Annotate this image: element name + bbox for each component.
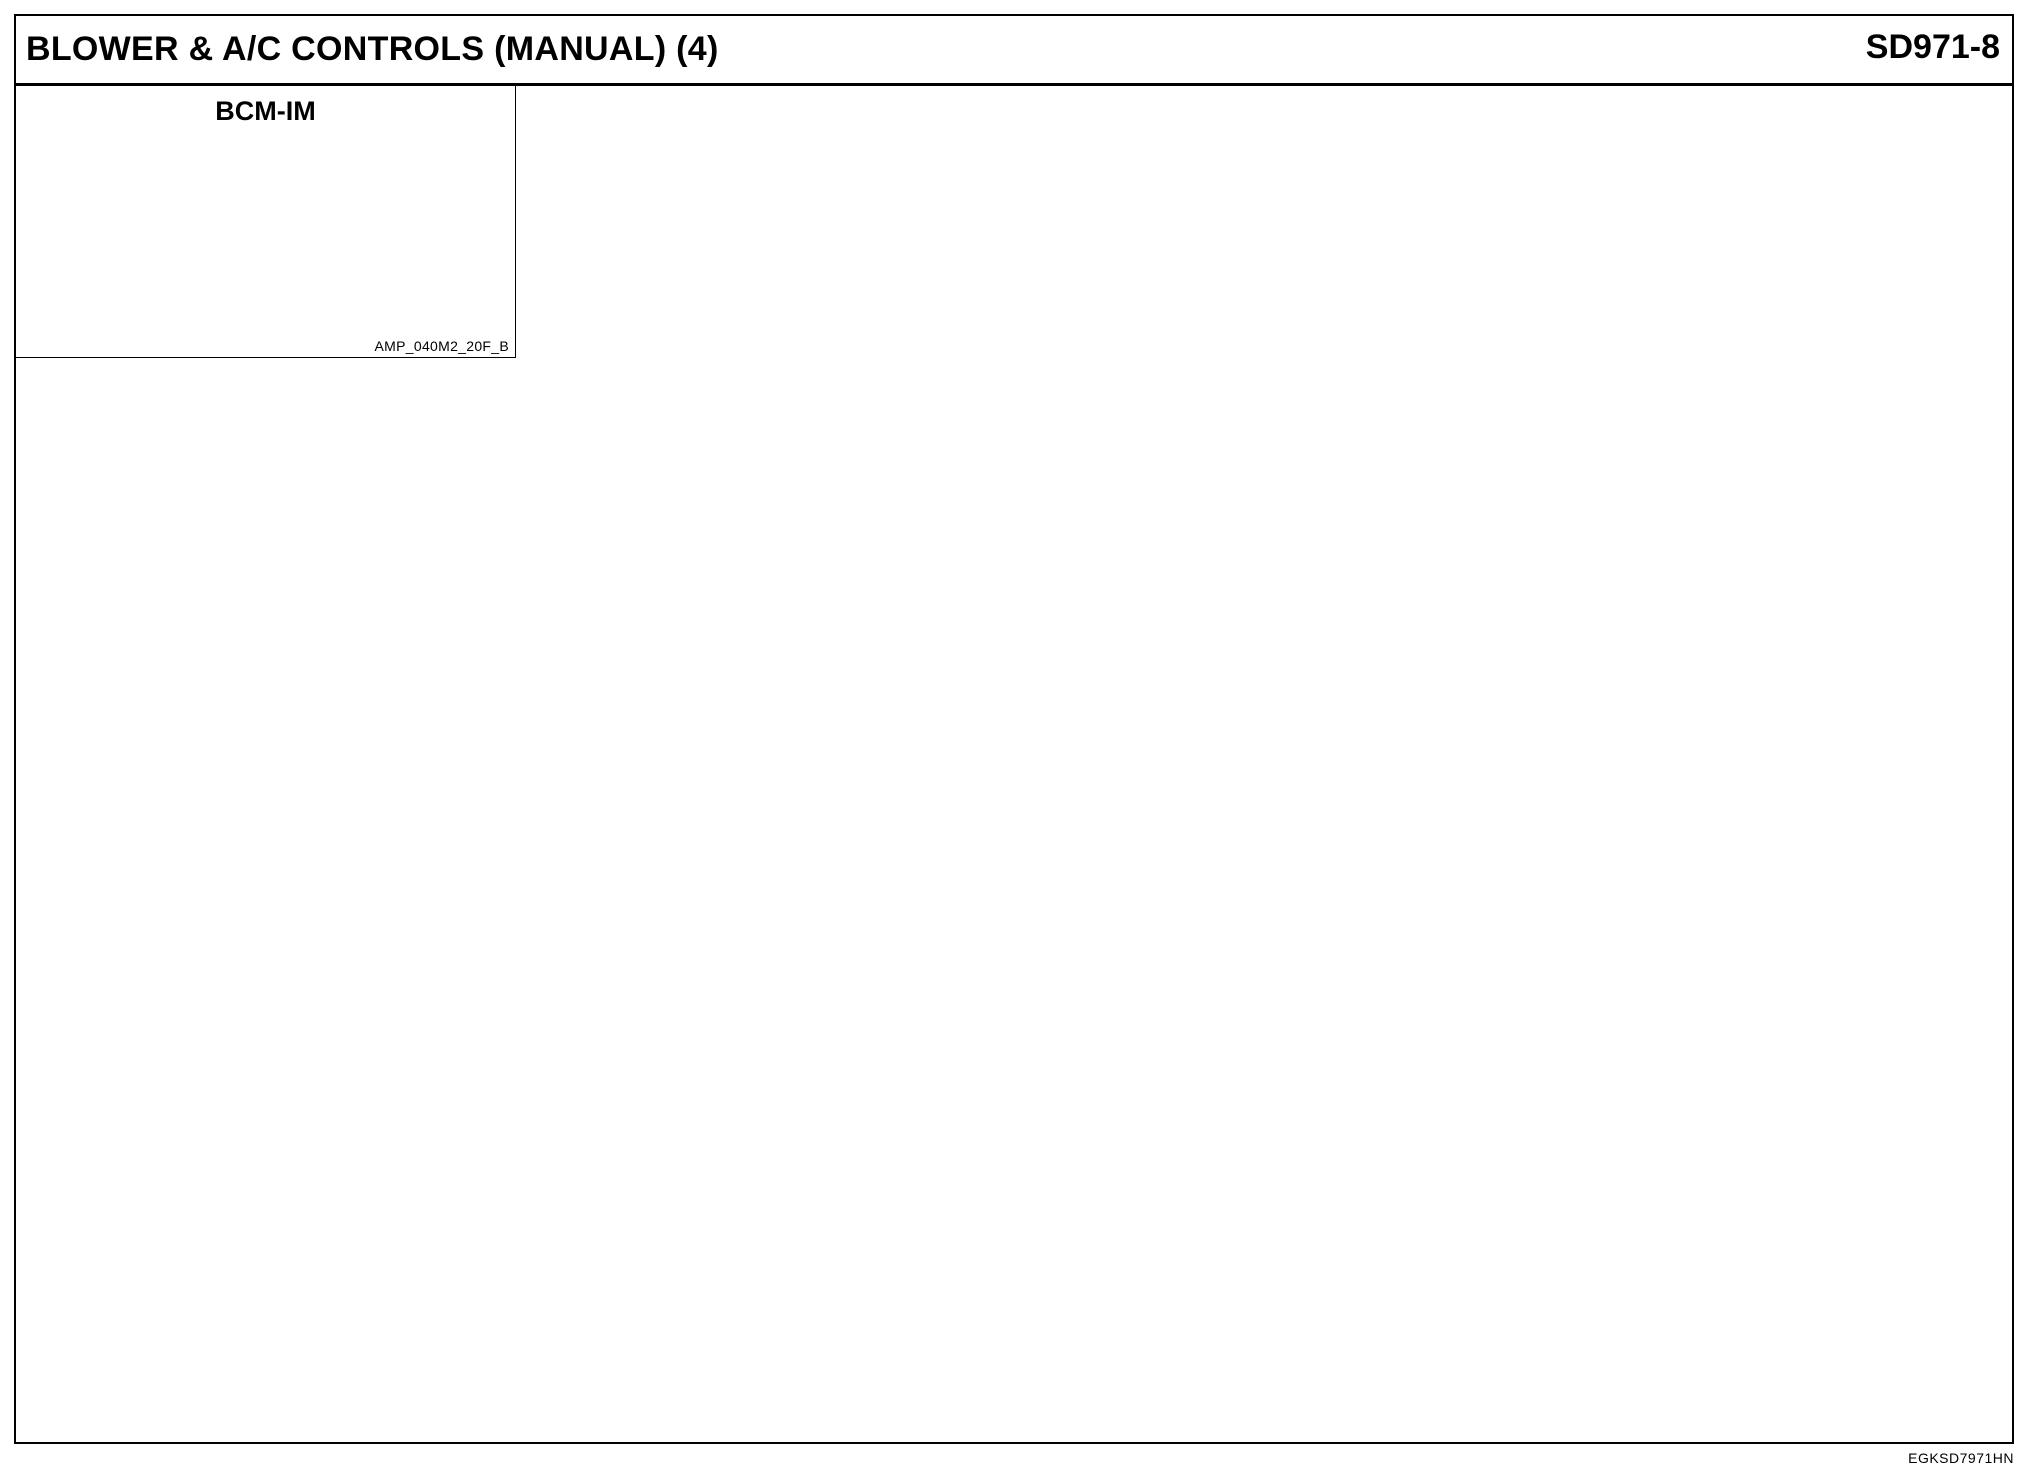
footer-reference: EGKSD7971HN (1908, 1450, 2014, 1466)
diagram-sheet (14, 14, 2014, 1444)
connector-part-code: AMP_040M2_20F_B (374, 338, 509, 354)
page-code: SD971-8 (1865, 28, 2000, 66)
page-title: BLOWER & A/C CONTROLS (MANUAL) (4) (26, 30, 719, 68)
connector-name: BCM-IM (215, 96, 316, 126)
header-bar (16, 16, 2012, 86)
connector-bcm-im (16, 86, 516, 358)
